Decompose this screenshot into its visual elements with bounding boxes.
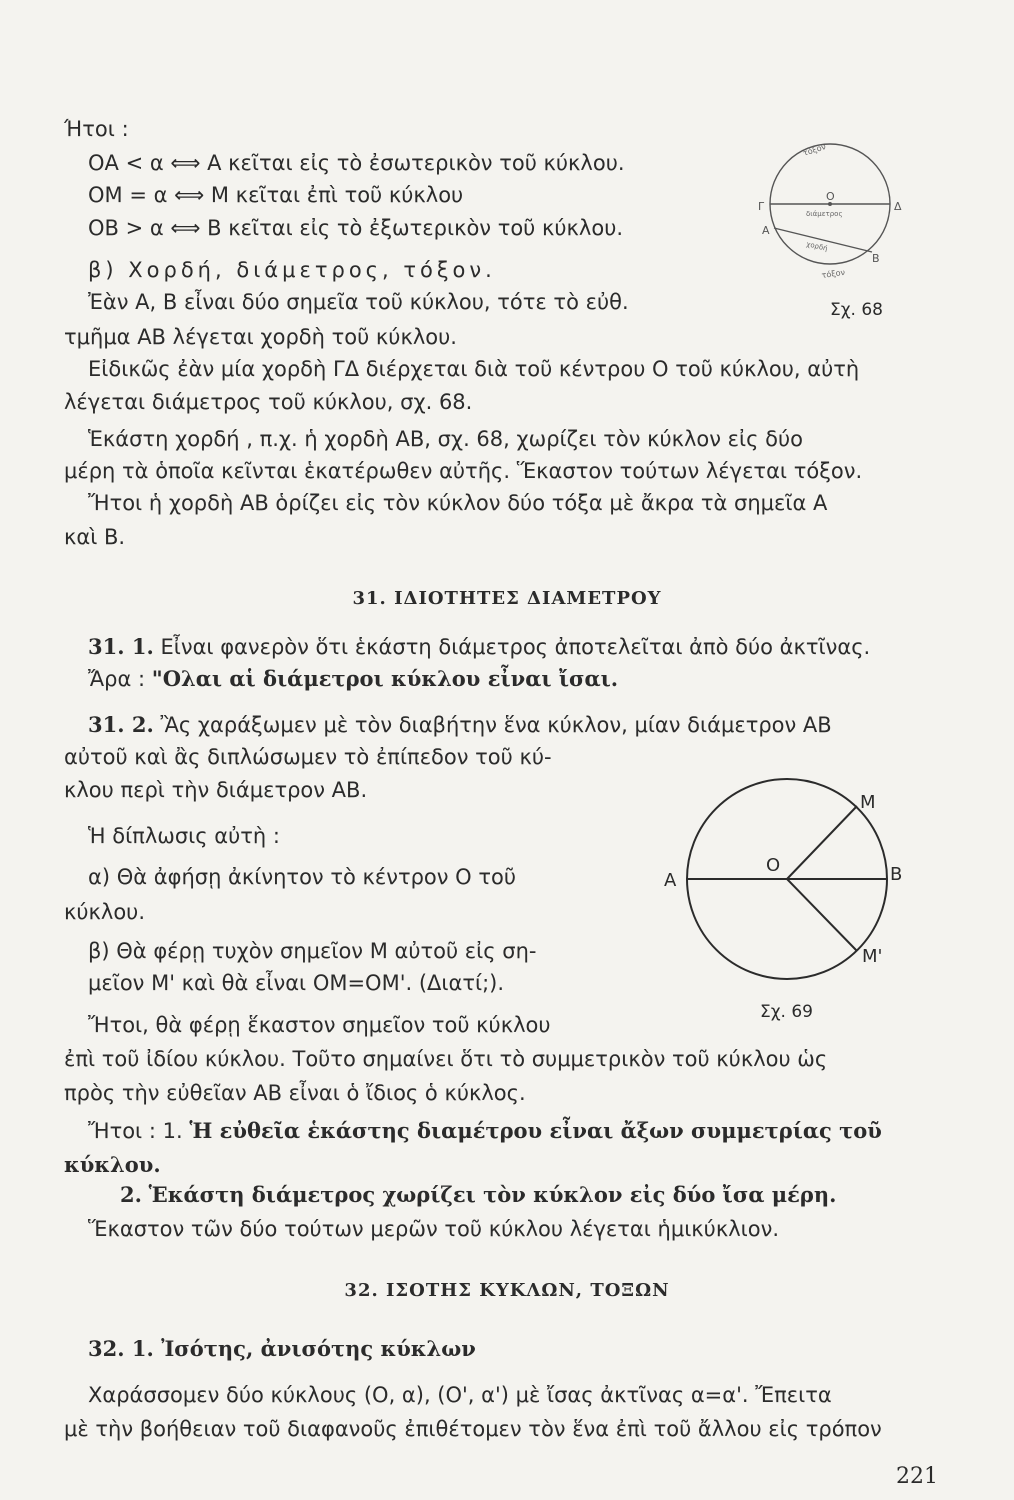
page-number: 221 bbox=[896, 1464, 938, 1489]
conclusion-line bbox=[88, 664, 934, 694]
text-span: Εἶναι φανερὸν ὅτι ἑκάστη διάμετρος ἀποτελεῖται ἀπὸ δύο ἀκτῖνας. bbox=[160, 635, 871, 659]
text-line: Ἤτοι ἡ χορδὴ ΑΒ ὁρίζει εἰς τὸν κύκλον δύο τόξα μὲ ἄκρα τὰ σημεῖα Α bbox=[88, 491, 828, 515]
chord-label: χορδή bbox=[805, 240, 829, 253]
figure-68 bbox=[748, 128, 908, 288]
text-line: καὶ Β. bbox=[64, 525, 126, 549]
text-line: Ἤτοι, θὰ φέρῃ ἕκαστον σημεῖον τοῦ κύκλου bbox=[88, 1013, 551, 1037]
text-line: τμῆμα ΑΒ λέγεται χορδὴ τοῦ κύκλου. bbox=[64, 325, 457, 349]
label-M: Μ bbox=[860, 792, 876, 813]
label-O: Ο bbox=[766, 855, 781, 876]
paragraph-31-2 bbox=[88, 710, 934, 740]
label-Mp: Μ' bbox=[862, 946, 883, 967]
figure-69 bbox=[660, 776, 920, 996]
bold-line: κύκλου. bbox=[64, 1152, 161, 1177]
text-line: κύκλου. bbox=[64, 900, 146, 924]
text-line: ἐπὶ τοῦ ἰδίου κύκλου. Τοῦτο σημαίνει ὅτι τὸ συμμετρικὸν τοῦ κύκλου ὡς bbox=[64, 1047, 828, 1071]
subheading: β) Χορδή, διάμετρος, τόξον. bbox=[88, 258, 496, 282]
label-D: Δ bbox=[894, 200, 902, 213]
text-span: Ἤτοι : 1. bbox=[88, 1119, 183, 1143]
bold-statement: Ἡ εὐθεῖα ἑκάστης διαμέτρου εἶναι ἄξων συμμετρίας τοῦ bbox=[189, 1118, 882, 1143]
bold-statement: "Ολαι αἱ διάμετροι κύκλου εἶναι ἴσαι. bbox=[151, 666, 619, 691]
bold-statement: Ἑκάστη διάμετρος χωρίζει τὸν κύκλον εἰς δύο ἴσα μέρη. bbox=[148, 1182, 837, 1207]
text-line: πρὸς τὴν εὐθεῖαν ΑΒ εἶναι ὁ ἴδιος ὁ κύκλος. bbox=[64, 1081, 526, 1105]
radius-OMp bbox=[787, 879, 857, 951]
label-O: Ο bbox=[826, 190, 835, 203]
subsection-32-1: 32. 1. Ἰσότης, ἀνισότης κύκλων bbox=[88, 1336, 476, 1361]
text-line: Χαράσσομεν δύο κύκλους (Ο, α), (Ο', α') μὲ ἴσας ἀκτῖνας α=α'. Ἔπειτα bbox=[88, 1383, 832, 1407]
text-line: κλου περὶ τὴν διάμετρον ΑΒ. bbox=[64, 778, 368, 802]
text-span: Ἄρα : bbox=[88, 667, 146, 691]
text-line: αὐτοῦ καὶ ἂς διπλώσωμεν τὸ ἐπίπεδον τοῦ κύ- bbox=[64, 745, 552, 769]
conclusion-2 bbox=[120, 1180, 934, 1210]
text-span: Ἂς χαράξωμεν μὲ τὸν διαβήτην ἕνα κύκλον, μίαν διάμετρον ΑΒ bbox=[160, 713, 832, 737]
text-line: Ἐὰν Α, Β εἶναι δύο σημεῖα τοῦ κύκλου, τότε τὸ εὐθ. bbox=[88, 290, 629, 314]
label-B: Β bbox=[890, 864, 903, 885]
section-heading-32: 32. ΙΣΟΤΗΣ ΚΥΚΛΩΝ, ΤΟΞΩΝ bbox=[344, 1280, 670, 1301]
text-line: ΟΒ > α ⟺ Β κεῖται εἰς τὸ ἐξωτερικὸν τοῦ κύκλου. bbox=[88, 216, 624, 240]
diameter-label: διάμετρος bbox=[806, 210, 843, 218]
text-line: μὲ τὴν βοήθειαν τοῦ διαφανοῦς ἐπιθέτομεν τὸν ἕνα ἐπὶ τοῦ ἄλλου εἰς τρόπον bbox=[64, 1417, 882, 1441]
text-line: μεῖον Μ' καὶ θὰ εἶναι ΟΜ=ΟΜ'. (Διατί;). bbox=[88, 971, 505, 995]
text-line: Ἕκαστον τῶν δύο τούτων μερῶν τοῦ κύκλου λέγεται ἡμικύκλιον. bbox=[88, 1217, 779, 1241]
text-line: Ἡ δίπλωσις αὐτὴ : bbox=[88, 824, 280, 848]
top-arc-label: τόξον bbox=[801, 142, 828, 158]
label-G: Γ bbox=[758, 200, 765, 213]
label-A: Α bbox=[762, 224, 770, 237]
figure-68-caption: Σχ. 68 bbox=[830, 300, 884, 320]
label-B: Β bbox=[872, 252, 880, 265]
figure-69-caption: Σχ. 69 bbox=[760, 1002, 814, 1022]
label-A: Α bbox=[664, 870, 677, 891]
text-line: λέγεται διάμετρος τοῦ κύκλου, σχ. 68. bbox=[64, 390, 473, 414]
text-line: ΟΜ = α ⟺ Μ κεῖται ἐπὶ τοῦ κύκλου bbox=[88, 183, 464, 207]
text-line: α) Θὰ ἀφήσῃ ἀκίνητον τὸ κέντρον Ο τοῦ bbox=[88, 865, 517, 889]
paragraph-number: 31. 2. bbox=[88, 712, 154, 737]
text-line: ΟΑ < α ⟺ Α κεῖται εἰς τὸ ἐσωτερικὸν τοῦ κύκλου. bbox=[88, 151, 625, 175]
paragraph-number: 2. bbox=[120, 1182, 142, 1207]
text-line: Ήτοι : bbox=[64, 117, 129, 141]
paragraph-number: 31. 1. bbox=[88, 634, 154, 659]
bottom-arc-label: τόξον bbox=[821, 267, 846, 280]
text-line: μέρη τὰ ὁποῖα κεῖνται ἑκατέρωθεν αὐτῆς. Ἕκαστον τούτων λέγεται τόξον. bbox=[64, 459, 863, 483]
section-heading-31: 31. ΙΔΙΟΤΗΤΕΣ ΔΙΑΜΕΤΡΟΥ bbox=[352, 588, 662, 609]
paragraph-31-1 bbox=[88, 632, 934, 662]
text-line: β) Θὰ φέρῃ τυχὸν σημεῖον Μ αὐτοῦ εἰς ση- bbox=[88, 939, 537, 963]
text-line: Εἰδικῶς ἐὰν μία χορδὴ ΓΔ διέρχεται διὰ τοῦ κέντρου Ο τοῦ κύκλου, αὐτὴ bbox=[88, 357, 860, 381]
radius-OM bbox=[787, 806, 857, 879]
conclusion-1 bbox=[88, 1116, 934, 1146]
text-line: Ἑκάστη χορδή , π.χ. ἡ χορδὴ ΑΒ, σχ. 68, χωρίζει τὸν κύκλον εἰς δύο bbox=[88, 427, 803, 451]
